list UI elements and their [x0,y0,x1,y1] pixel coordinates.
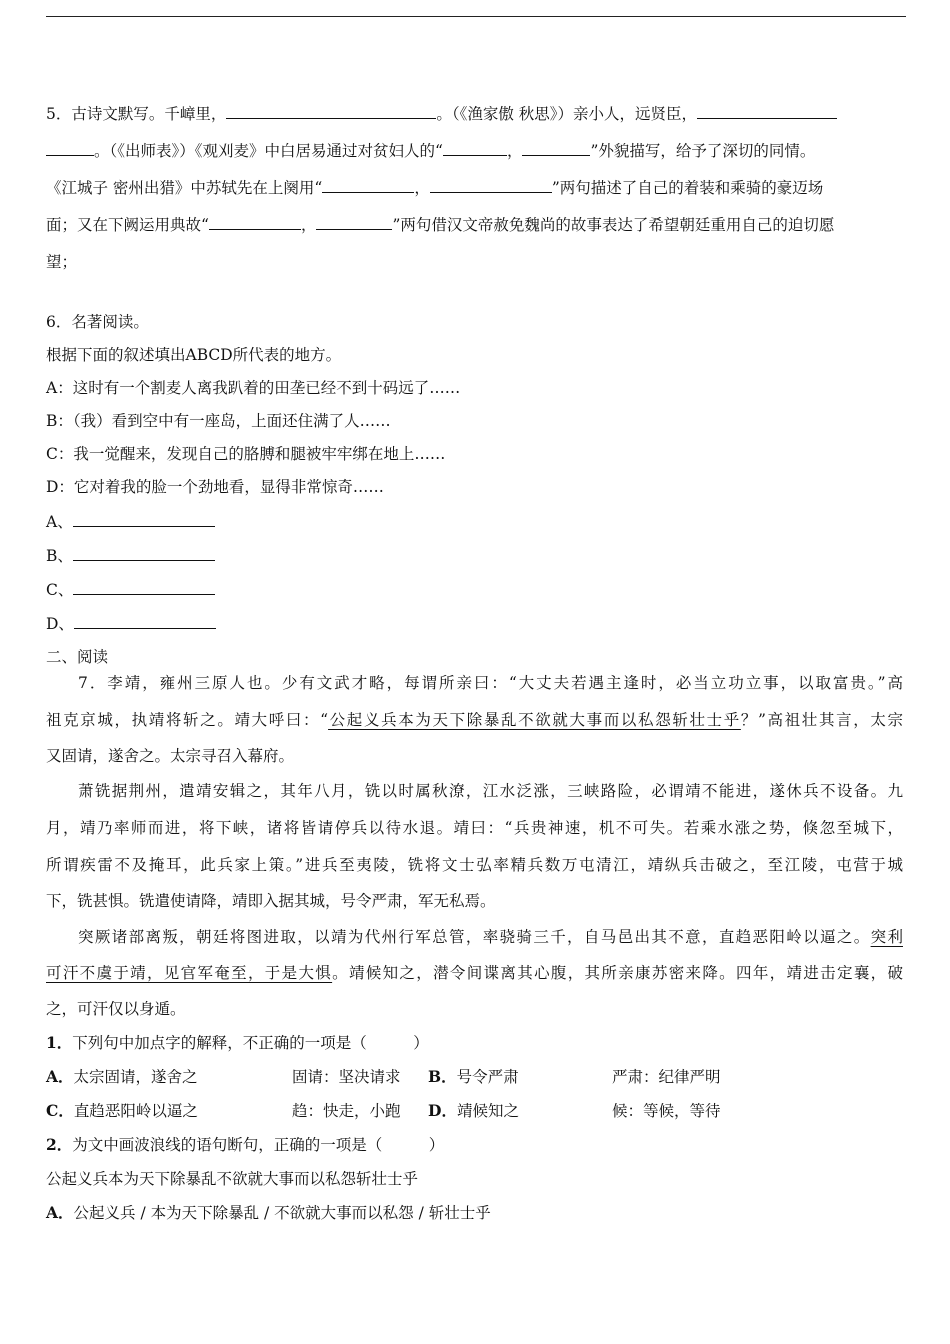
q6-answer-c: C、 [46,579,906,600]
answer-blank[interactable] [73,545,215,561]
answer-blank[interactable] [443,140,507,156]
passage-line: 可汗不虞于靖，见官军奄至，于是大惧。靖候知之，潜令间谍离其心腹，其所亲康苏密来降。四年，靖进击定襄，破 [46,964,903,982]
q5-line-3: 《江城子 密州出猎》中苏轼先在上阕用“ ， ”两句描述了自己的着装和乘骑的豪迈场 [46,179,824,197]
q6-answer-a: A、 [46,511,906,532]
q6-title: 6．名著阅读。 [46,313,149,331]
q6-item-d: D：它对着我的脸一个劲地看，显得非常惊奇…… [46,478,384,496]
section-heading: 二、阅读 [46,648,109,666]
q5-line-4: 面；又在下阙运用典故“ ， ”两句借汉文帝赦免魏尚的故事表达了希望朝廷重用自己的迫切愿 [46,216,835,234]
q5-line-1: 5．古诗文默写。千嶂里， 。（《渔家傲 秋思》）亲小人，远贤臣， [46,103,906,124]
answer-blank[interactable] [430,177,552,193]
q6-item-c: C：我一觉醒来，发现自己的胳膊和腿被牢牢绑在地上…… [46,445,446,463]
passage-line: 所谓疾雷不及掩耳，此兵家上策。”进兵至夷陵，铣将文士弘率精兵数万屯清江，靖纵兵击破之，至江陵，屯营于城 [46,856,903,874]
passage-line: 萧铣据荆州，遣靖安辑之，其年八月，铣以时属秋潦，江水泛涨，三峡路险，必谓靖不能进，遂休兵不设备。九 [78,782,903,800]
answer-blank[interactable] [209,214,301,230]
passage-line: 月，靖乃率师而进，将下峡，诸将皆请停兵以待水退。靖曰：“兵贵神速，机不可失。若乘水涨之势，倏忽至城下， [46,819,903,837]
sub2-sentence: 公起义兵本为天下除暴乱不欲就大事而以私怨斩壮士乎 [46,1170,419,1188]
sub1-question: 1．下列句中加点字的解释，不正确的一项是（ ） [46,1033,429,1052]
answer-blank[interactable] [73,579,215,595]
answer-blank[interactable] [73,511,215,527]
answer-blank[interactable] [316,214,392,230]
sub2-question: 2．为文中画波浪线的语句断句，正确的一项是（ ） [46,1135,445,1154]
q6-item-b: B：（我）看到空中有一座岛，上面还住满了人…… [46,412,391,430]
sub2-option-a[interactable]: A．公起义兵 / 本为天下除暴乱 / 不欲就大事而以私怨 / 斩壮士乎 [46,1203,491,1222]
sub1-option-c[interactable]: C．直趋恶阳岭以逼之 [46,1101,198,1120]
q6-answer-d: D、 [46,613,906,634]
sub1-option-a-gloss: 固请：坚决请求 [292,1068,401,1086]
passage-line: 又固请，遂舍之。太宗寻召入幕府。 [46,747,295,765]
header-rule [46,16,906,17]
q6-answer-b: B、 [46,545,906,566]
answer-blank[interactable] [697,103,837,119]
underlined-text: 突利 [870,928,903,946]
passage-line: 7．李靖，雍州三原人也。少有文武才略，每谓所亲曰：“大丈夫若遇主逢时，必当立功立事，以取富贵。”高 [78,674,903,692]
sub1-option-d[interactable]: D．靖候知之 [428,1101,519,1120]
underlined-text: 可汗不虞于靖，见官军奄至，于是大惧 [46,964,333,982]
passage-line: 之，可汗仅以身遁。 [46,1000,186,1018]
passage-line: 突厥诸部离叛，朝廷将图进取，以靖为代州行军总管，率骁骑三千，自马邑出其不意，直趋恶阳岭以逼之。突利 [78,928,903,946]
sub1-option-b-gloss: 严肃：纪律严明 [612,1068,721,1086]
sub1-option-c-gloss: 趋：快走，小跑 [292,1102,401,1120]
q6-item-a: A：这时有一个割麦人离我趴着的田垄已经不到十码远了…… [46,379,461,397]
passage-line: 祖克京城，执靖将斩之。靖大呼曰：“公起义兵本为天下除暴乱不欲就大事而以私怨斩壮士乎？”高祖壮其言，太宗 [46,711,903,729]
sub1-option-d-gloss: 候：等候，等待 [612,1102,721,1120]
answer-blank[interactable] [74,613,216,629]
answer-blank[interactable] [46,140,94,156]
wavy-underlined-sentence: 公起义兵本为天下除暴乱不欲就大事而以私怨斩壮士乎 [328,711,741,729]
passage-line: 下，铣甚惧。铣遣使请降，靖即入据其城，号令严肃，军无私焉。 [46,892,496,910]
answer-blank[interactable] [226,103,436,119]
sub1-option-a[interactable]: A．太宗固请，遂舍之 [46,1067,198,1086]
q5-line-5: 望； [46,253,78,271]
q6-instruction: 根据下面的叙述填出ABCD所代表的地方。 [46,346,342,364]
sub1-option-b[interactable]: B．号令严肃 [428,1067,519,1086]
q5-line-2: 。（《出师表》）《观刈麦》中白居易通过对贫妇人的“ ， ”外貌描写，给予了深切的同情。 [46,140,906,161]
answer-blank[interactable] [322,177,414,193]
answer-blank[interactable] [522,140,590,156]
